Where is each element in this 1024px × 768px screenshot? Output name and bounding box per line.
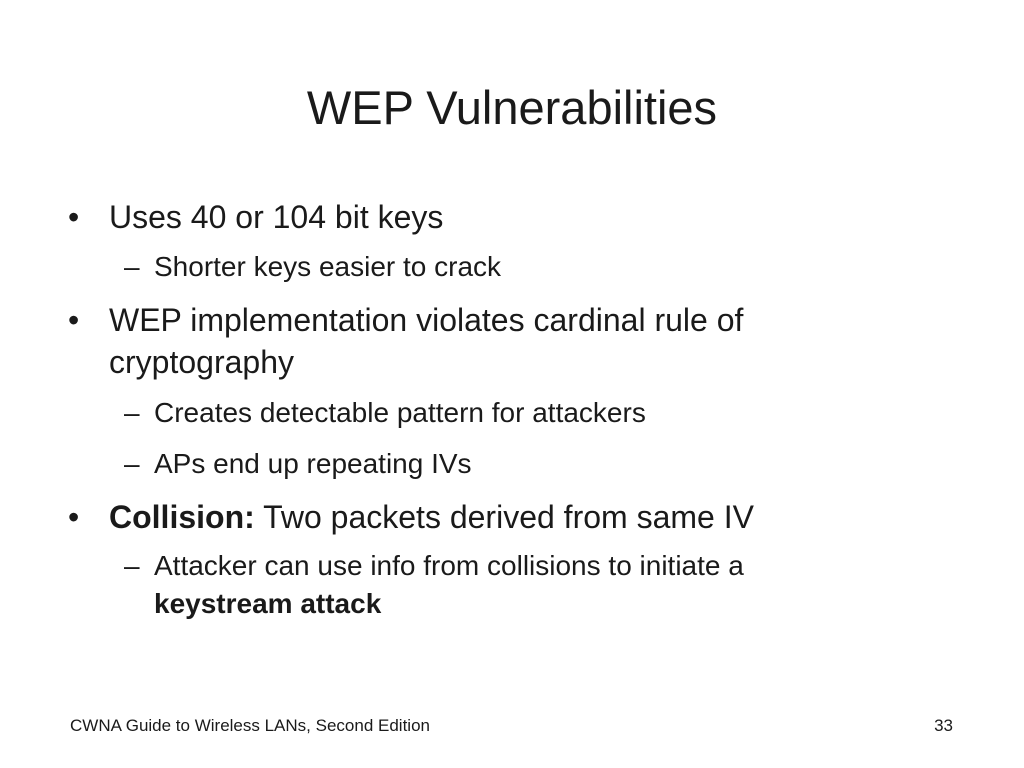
bullet-text — [109, 496, 928, 538]
dash-icon: – — [124, 550, 140, 581]
sub-bullet-text: Shorter keys easier to crack — [154, 251, 502, 282]
sub-bullet-item — [124, 394, 944, 432]
dash-icon: – — [124, 397, 140, 428]
sub-bullet-item — [124, 248, 944, 286]
bold-term: Collision: — [109, 499, 255, 535]
bullet-item — [68, 496, 928, 538]
slide-title: WEP Vulnerabilities — [306, 81, 718, 134]
bullet-icon: • — [68, 199, 80, 235]
dash-icon: – — [124, 251, 140, 282]
sub-bullet-text — [154, 547, 944, 623]
page-number: 33 — [934, 716, 953, 735]
sub-bullet-text: APs end up repeating IVs — [154, 448, 472, 479]
bullet-icon: • — [68, 302, 80, 338]
bullet-text: Uses 40 or 104 bit keys — [109, 199, 444, 235]
bullet-item — [68, 299, 928, 383]
dash-icon: – — [124, 448, 140, 479]
sub-bullet-text-main: Attacker can use info from collisions to initiate a — [154, 550, 744, 581]
sub-bullet-item — [124, 445, 944, 483]
bullet-text-rest: Two packets derived from same IV — [254, 499, 754, 535]
bullet-text: WEP implementation violates cardinal rule of cryptography — [109, 302, 744, 380]
bold-term: keystream attack — [154, 588, 382, 619]
sub-bullet-item — [124, 547, 944, 623]
bullet-icon: • — [68, 499, 80, 535]
footer-text: CWNA Guide to Wireless LANs, Second Edition — [70, 716, 430, 735]
bullet-item — [68, 196, 928, 238]
sub-bullet-text: Creates detectable pattern for attackers — [154, 397, 646, 428]
